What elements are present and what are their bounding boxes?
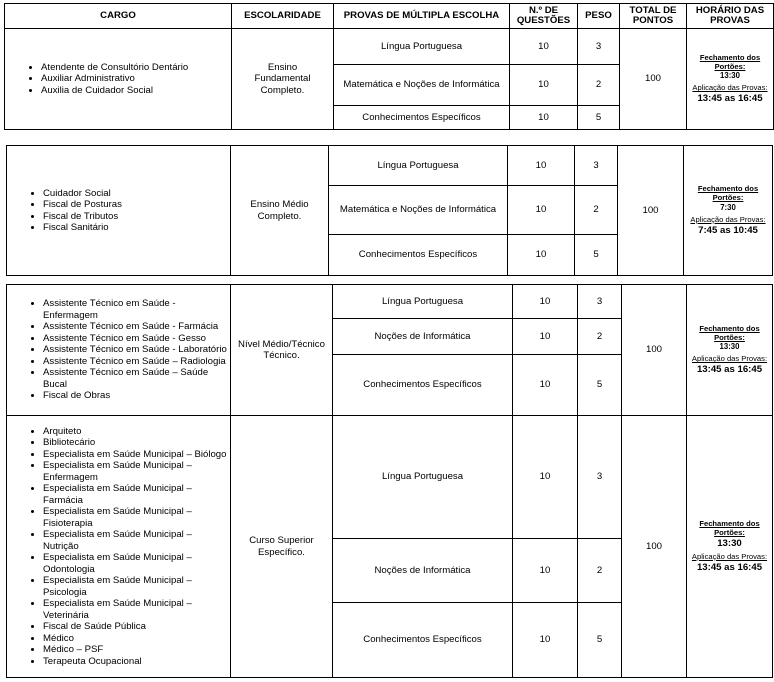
prova-name: Língua Portuguesa <box>334 29 510 65</box>
aplicacao-label: Aplicação das Provas: <box>692 83 768 93</box>
aplicacao-label: Aplicação das Provas: <box>691 551 768 561</box>
prova-questoes: 10 <box>510 65 578 106</box>
cargo-item: • Cuidador Social <box>43 188 230 200</box>
header-escolaridade: ESCOLARIDADE <box>232 4 334 29</box>
cargo-item: • Bibliotecário <box>43 437 230 449</box>
aplicacao-intervalo: 13:45 as 16:45 <box>697 93 763 105</box>
cargo-item: • Fiscal Sanitário <box>43 222 230 234</box>
cargo-list <box>7 188 230 234</box>
fechamento-hora: 13:30 <box>717 537 742 549</box>
aplicacao-label: Aplicação das Provas: <box>690 214 766 224</box>
prova-questoes: 10 <box>508 235 575 276</box>
fechamento-hora: 7:30 <box>720 202 736 212</box>
total-pontos: 100 <box>622 416 687 678</box>
exam-table-group-3-4 <box>6 284 773 678</box>
cargo-item: • Arquiteto <box>43 426 230 438</box>
cargo-item: • Assistente Técnico em Saúde – Radiologia <box>43 356 230 368</box>
group-row <box>7 416 773 539</box>
horario-cell <box>687 285 773 416</box>
prova-peso: 5 <box>575 235 618 276</box>
horario-cell <box>687 416 773 678</box>
cargo-cell <box>5 29 232 130</box>
prova-name: Conhecimentos Específicos <box>333 355 513 416</box>
cargo-item: • Especialista em Saúde Municipal – Nutrição <box>43 529 230 552</box>
aplicacao-label: Aplicação das Provas: <box>691 354 768 364</box>
cargo-cell <box>7 416 231 678</box>
escolaridade-cell: Ensino Médio Completo. <box>231 146 329 276</box>
prova-questoes: 10 <box>513 319 578 355</box>
escolaridade-cell: Ensino Fundamental Completo. <box>232 29 334 130</box>
cargo-cell <box>7 146 231 276</box>
cargo-item: • Assistente Técnico em Saúde - Laboratório <box>43 344 230 356</box>
header-total-pontos: TOTAL DE PONTOS <box>620 4 687 29</box>
cargo-item: • Médico – PSF <box>43 644 230 656</box>
cargo-list <box>7 298 230 402</box>
cargo-item: • Especialista em Saúde Municipal – Veterinária <box>43 598 230 621</box>
prova-peso: 5 <box>578 106 620 130</box>
prova-peso: 3 <box>575 146 618 186</box>
cargo-item: • Assistente Técnico em Saúde - Farmácia <box>43 321 230 333</box>
total-pontos: 100 <box>622 285 687 416</box>
prova-questoes: 10 <box>513 355 578 416</box>
cargo-cell <box>7 285 231 416</box>
prova-peso: 2 <box>578 539 622 603</box>
prova-questoes: 10 <box>510 106 578 130</box>
header-provas: PROVAS DE MÚLTIPLA ESCOLHA <box>334 4 510 29</box>
fechamento-hora: 13:30 <box>719 342 740 352</box>
cargo-item: • Terapeuta Ocupacional <box>43 656 230 668</box>
prova-peso: 2 <box>578 65 620 106</box>
cargo-item: • Fiscal de Obras <box>43 390 230 402</box>
cargo-item: • Auxiliar Administrativo <box>41 73 231 85</box>
cargo-item: • Assistente Técnico em Saúde – Saúde Bucal <box>43 367 230 390</box>
horario-cell <box>684 146 773 276</box>
prova-name: Conhecimentos Específicos <box>333 603 513 678</box>
prova-peso: 5 <box>578 603 622 678</box>
escolaridade-cell: Nível Médio/Técnico Técnico. <box>231 285 333 416</box>
exam-table-group-2 <box>6 145 773 276</box>
group-row <box>7 285 773 319</box>
cargo-item: • Especialista em Saúde Municipal – Psicologia <box>43 575 230 598</box>
table-header-row <box>5 4 774 29</box>
cargo-item: • Fiscal de Saúde Pública <box>43 621 230 633</box>
cargo-item: • Fiscal de Posturas <box>43 199 230 211</box>
cargo-item: • Atendente de Consultório Dentário <box>41 62 231 74</box>
prova-questoes: 10 <box>513 416 578 539</box>
cargo-item: • Especialista em Saúde Municipal – Fisioterapia <box>43 506 230 529</box>
exam-table-group-1 <box>4 3 774 130</box>
prova-questoes: 10 <box>513 539 578 603</box>
cargo-item: • Especialista em Saúde Municipal – Farmácia <box>43 483 230 506</box>
cargo-item: • Assistente Técnico em Saúde - Gesso <box>43 333 230 345</box>
total-pontos: 100 <box>620 29 687 130</box>
cargo-item: • Especialista em Saúde Municipal – Enfermagem <box>43 460 230 483</box>
prova-name: Conhecimentos Específicos <box>334 106 510 130</box>
aplicacao-intervalo: 7:45 as 10:45 <box>698 224 758 236</box>
prova-peso: 2 <box>575 186 618 235</box>
cargo-item: • Médico <box>43 633 230 645</box>
header-cargo: CARGO <box>5 4 232 29</box>
header-n-questoes: N.º DE QUESTÕES <box>510 4 578 29</box>
fechamento-label: Fechamento dos Portões: <box>699 52 761 71</box>
cargo-item: • Auxilia de Cuidador Social <box>41 85 231 97</box>
prova-peso: 3 <box>578 29 620 65</box>
cargo-list <box>7 426 230 668</box>
prova-questoes: 10 <box>508 186 575 235</box>
prova-name: Língua Portuguesa <box>333 416 513 539</box>
fechamento-label: Fechamento dos Portões: <box>699 323 760 342</box>
prova-peso: 5 <box>578 355 622 416</box>
cargo-item: • Especialista em Saúde Municipal – Biólogo <box>43 449 230 461</box>
prova-name: Noções de Informática <box>333 539 513 603</box>
fechamento-label: Fechamento dos Portões: <box>697 184 759 203</box>
cargo-item: • Fiscal de Tributos <box>43 211 230 223</box>
prova-name: Matemática e Noções de Informática <box>329 186 508 235</box>
horario-cell <box>687 29 774 130</box>
prova-name: Conhecimentos Específicos <box>329 235 508 276</box>
aplicacao-intervalo: 13:45 as 16:45 <box>696 364 763 376</box>
aplicacao-intervalo: 13:45 as 16:45 <box>696 561 763 573</box>
total-pontos: 100 <box>618 146 684 276</box>
header-peso: PESO <box>578 4 620 29</box>
prova-questoes: 10 <box>510 29 578 65</box>
prova-questoes: 10 <box>513 285 578 319</box>
group-row <box>5 29 774 65</box>
prova-questoes: 10 <box>513 603 578 678</box>
cargo-list <box>5 62 231 97</box>
prova-peso: 2 <box>578 319 622 355</box>
prova-name: Matemática e Noções de Informática <box>334 65 510 106</box>
prova-name: Noções de Informática <box>333 319 513 355</box>
escolaridade-cell: Curso Superior Específico. <box>231 416 333 678</box>
prova-questoes: 10 <box>508 146 575 186</box>
fechamento-hora: 13:30 <box>720 71 740 81</box>
group-row <box>7 146 773 186</box>
header-horario: HORÁRIO DAS PROVAS <box>687 4 774 29</box>
prova-peso: 3 <box>578 285 622 319</box>
prova-name: Língua Portuguesa <box>333 285 513 319</box>
cargo-item: • Assistente Técnico em Saúde - Enfermagem <box>43 298 230 321</box>
cargo-item: • Especialista em Saúde Municipal – Odontologia <box>43 552 230 575</box>
fechamento-label: Fechamento dos Portões: <box>699 519 760 538</box>
prova-peso: 3 <box>578 416 622 539</box>
prova-name: Língua Portuguesa <box>329 146 508 186</box>
